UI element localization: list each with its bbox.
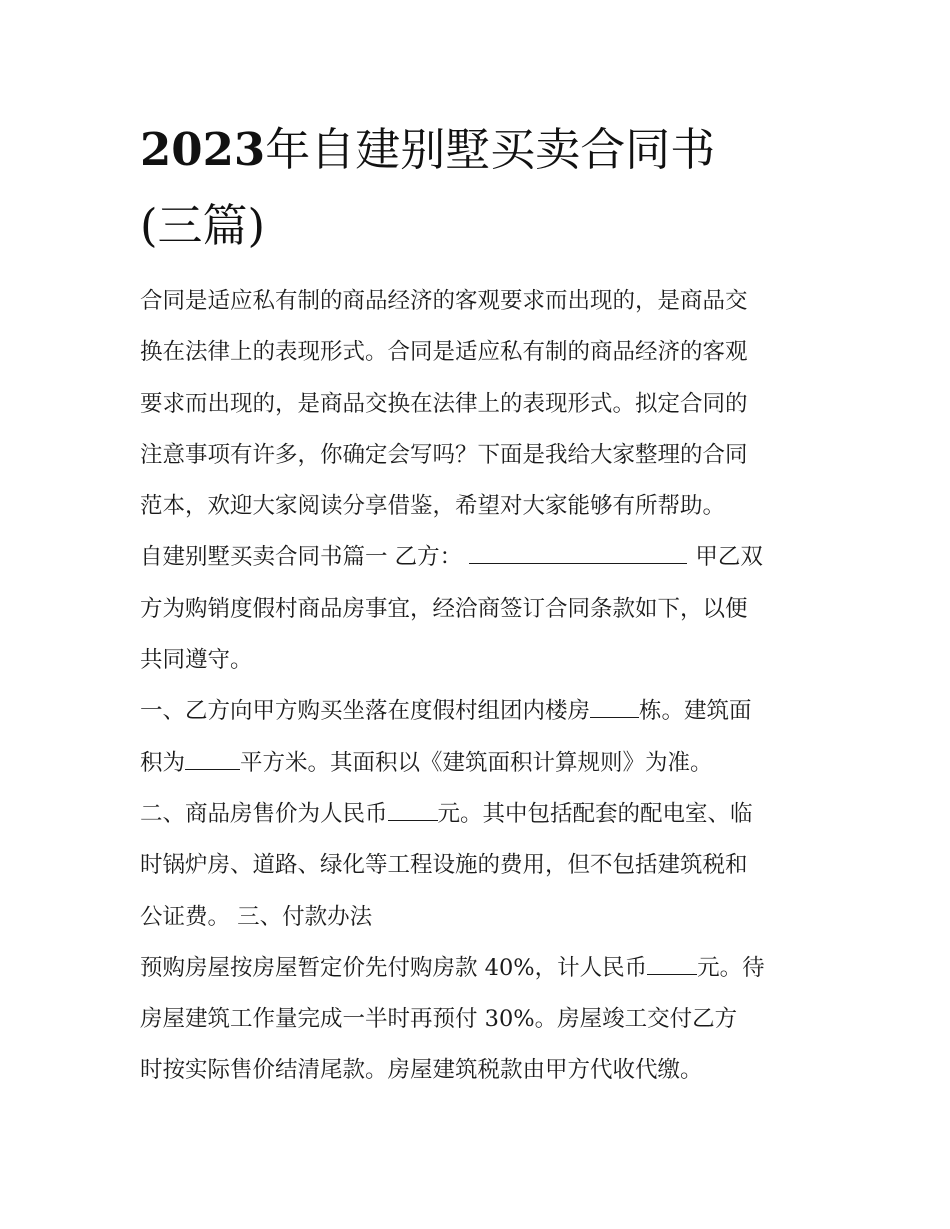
section1-line: 共同遵守。: [140, 647, 253, 674]
clause2-line: 时锅炉房、道路、绿化等工程设施的费用，但不包括建筑税和: [140, 852, 748, 879]
title-year: 2023: [140, 123, 266, 176]
clause1-area-text: 平方米。其面积以《建筑面积计算规则》为准。: [240, 749, 713, 776]
intro-line: 换在法律上的表现形式。合同是适应私有制的商品经济的客观: [140, 339, 748, 366]
document-title: [140, 112, 820, 264]
clause3-line: [140, 943, 820, 994]
clause2-text-after: 元。其中包括配套的配电室、临: [437, 800, 753, 827]
section1-heading-line: [140, 532, 820, 583]
intro-line: 范本，欢迎大家阅读分享借鉴，希望对大家能够有所帮助。: [140, 493, 726, 520]
section1-heading: 自建别墅买卖合同书篇一 乙方：: [140, 544, 463, 571]
clause2-line: 公证费。 三、付款办法: [140, 903, 373, 930]
area-blank: [185, 749, 240, 770]
intro-line: 合同是适应私有制的商品经济的客观要求而出现的，是商品交: [140, 288, 748, 314]
clause3-line: 房屋建筑工作量完成一半时再预付 30%。房屋竣工交付乙方: [140, 1006, 738, 1033]
section1-line: 方为购销度假村商品房事宜，经洽商签订合同条款如下，以便: [140, 595, 748, 622]
clause3-text-after: 元。待: [697, 954, 765, 981]
title-text: 年自建别墅买卖合同书: [265, 123, 716, 176]
clause1-line: [140, 686, 820, 737]
clause2-text: 二、商品房售价为人民币: [140, 800, 388, 827]
clause2-line: [140, 789, 820, 840]
building-number-blank: [590, 697, 639, 718]
clause3-text: 预购房屋按房屋暂定价先付购房款 40%，计人民币: [140, 954, 648, 981]
title-subtitle: (三篇): [140, 199, 266, 252]
intro-line: 注意事项有许多，你确定会写吗？下面是我给大家整理的合同: [140, 441, 748, 468]
section1-text: 甲乙双: [695, 544, 763, 571]
clause1-text: 一、乙方向甲方购买坐落在度假村组团内楼房: [140, 698, 591, 725]
clause1-line: [140, 738, 820, 789]
intro-line: 要求而出现的，是商品交换在法律上的表现形式。拟定合同的: [140, 390, 748, 417]
prepayment-blank: [647, 954, 697, 975]
document-body: [140, 276, 820, 1097]
party-b-blank: [469, 543, 687, 564]
clause3-line: 时按实际售价结清尾款。房屋建筑税款由甲方代收代缴。: [140, 1057, 703, 1084]
clause1-text-after: 栋。建筑面: [639, 698, 752, 725]
clause1-area-label: 积为: [140, 749, 186, 776]
price-blank: [388, 800, 438, 821]
